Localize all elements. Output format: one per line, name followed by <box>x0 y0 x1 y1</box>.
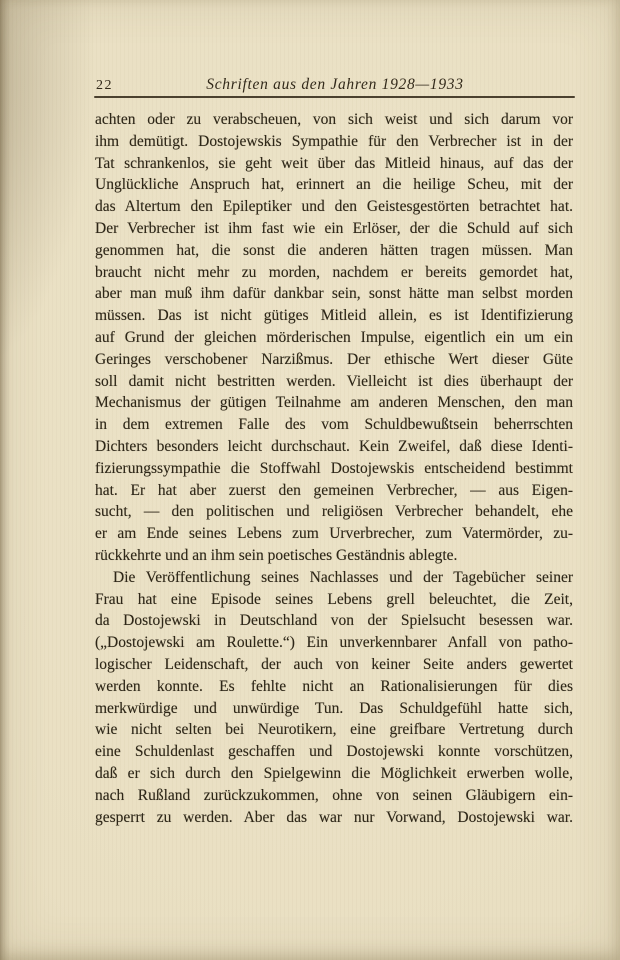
text-line: eine Schuldenlast geschaffen und Dostojewski konnte vorschützen, <box>95 743 573 761</box>
text-line: genommen hat, die sonst die anderen hätten tragen müssen. Man <box>95 241 573 259</box>
text-line: auf Grund der gleichen mörderischen Impulse, eigentlich ein um ein <box>95 328 573 346</box>
text-line: gesperrt zu werden. Aber das war nur Vorwand, Dostojewski war. <box>95 808 573 826</box>
text-line: („Dostojewski am Roulette.“) Ein unverkennbarer Anfall von patho- <box>95 634 573 652</box>
text-line: in dem extremen Falle des vom Schuldbewußtsein beherrschten <box>95 416 573 434</box>
text-line: logischer Leidenschaft, der auch von keiner Seite anders gewertet <box>95 655 573 673</box>
text-line: ihm demütigt. Dostojewskis Sympathie für den Verbrecher ist in der <box>95 132 573 150</box>
text-line: hat. Er hat aber zuerst den gemeinen Verbrecher, — aus Eigen- <box>95 481 573 499</box>
text-line: fizierungssympathie die Stoffwahl Dostojewskis entscheidend bestimmt <box>95 459 573 477</box>
text-line: Tat schrankenlos, sie geht weit über das Mitleid hinaus, auf das der <box>95 154 573 172</box>
text-line: aber man muß ihm dafür dankbar sein, sonst hätte man selbst morden <box>95 285 573 303</box>
text-line: Unglückliche Anspruch hat, erinnert an die heilige Scheu, mit der <box>95 176 573 194</box>
text-line: Der Verbrecher ist ihm fast wie ein Erlöser, der die Schuld auf sich <box>95 219 573 237</box>
page-header <box>96 76 574 94</box>
text-line: werden konnte. Es fehlte nicht an Rationalisierungen für dies <box>95 677 573 695</box>
text-line: soll damit nicht bestritten werden. Vielleicht ist dies überhaupt der <box>95 372 573 390</box>
text-line: sucht, — den politischen und religiösen Verbrecher behandelt, ehe <box>95 503 573 521</box>
page-number: 22 <box>96 78 113 93</box>
text-line: Geringes verschobener Narzißmus. Der ethische Wert dieser Güte <box>95 350 573 368</box>
body-text <box>95 109 573 828</box>
text-line: Frau hat eine Episode seines Lebens grell beleuchtet, die Zeit, <box>95 590 573 608</box>
text-line: merkwürdige und unwürdige Tun. Das Schuldgefühl hatte sich, <box>95 699 573 717</box>
text-line: braucht nicht mehr zu morden, nachdem er bereits gemordet hat, <box>95 263 573 281</box>
running-title: Schriften aus den Jahren 1928—1933 <box>206 76 464 93</box>
text-line: Die Veröffentlichung seines Nachlasses und der Tagebücher seiner <box>113 568 573 586</box>
text-line: Mechanismus der gütigen Teilnahme am anderen Menschen, den man <box>95 394 573 412</box>
header-rule <box>94 96 575 98</box>
text-line: rückkehrte und an ihm sein poetisches Geständnis ablegte. <box>95 546 458 564</box>
text-line: Dichters besonders leicht durchschaut. Kein Zweifel, daß diese Identi- <box>95 437 573 455</box>
text-line: achten oder zu verabscheuen, von sich weist und sich darum vor <box>95 111 573 128</box>
text-line: müssen. Das ist nicht gütiges Mitleid allein, es ist Identifizierung <box>95 307 573 325</box>
text-line: das Altertum den Epileptiker und den Geistesgestörten betrachtet hat. <box>95 198 573 216</box>
text-line: nach Rußland zurückzukommen, ohne von seinen Gläubigern ein- <box>95 786 573 804</box>
text-line: da Dostojewski in Deutschland von der Spielsucht besessen war. <box>95 612 573 630</box>
text-line: wie nicht selten bei Neurotikern, eine greifbare Vertretung durch <box>95 721 573 739</box>
text-line: daß er sich durch den Spielgewinn die Möglichkeit erwerben wolle, <box>95 764 573 782</box>
text-line: er am Ende seines Lebens zum Urverbrecher, zum Vatermörder, zu- <box>95 525 573 543</box>
